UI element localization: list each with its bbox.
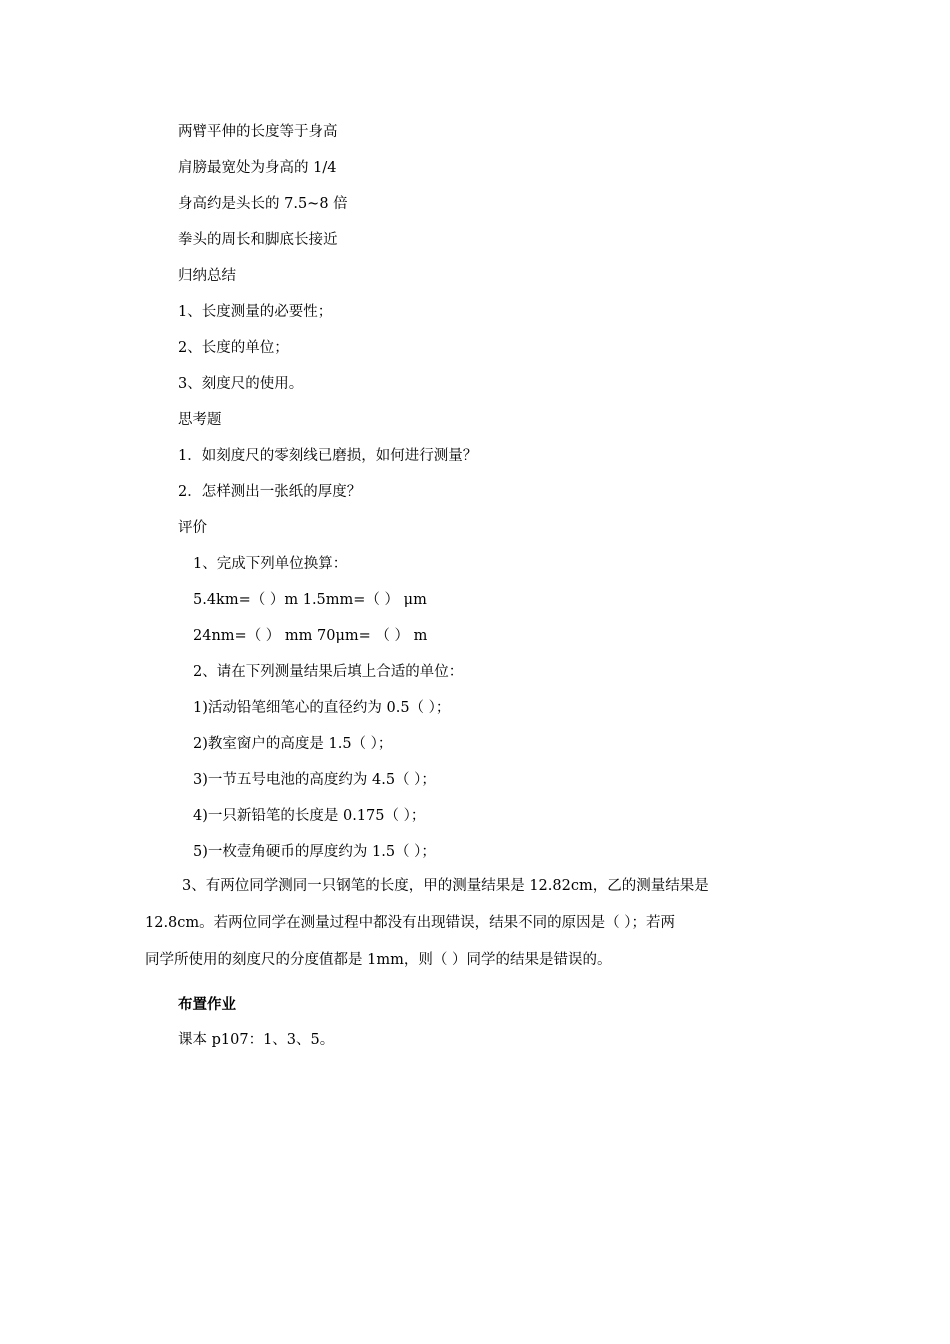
question-2-item: 2)教室窗户的高度是 1.5（ ）； (193, 736, 393, 752)
question-3-line: 12.8cm。若两位同学在测量过程中都没有出现错误，结果不同的原因是（ ）；若两 (145, 915, 676, 931)
summary-heading: 归纳总结 (178, 268, 236, 284)
question-2-item: 4)一只新铅笔的长度是 0.175（ ）； (193, 808, 426, 824)
thinking-heading: 思考题 (178, 412, 222, 428)
question-1-title: 1、完成下列单位换算： (193, 556, 348, 572)
question-2-title: 2、请在下列测量结果后填上合适的单位： (193, 664, 464, 680)
evaluation-heading: 评价 (178, 520, 207, 536)
question-1-row: 5.4km=（ ）m 1.5mm=（ ） μm (193, 592, 427, 608)
summary-item: 2、长度的单位； (178, 340, 289, 356)
question-2-item: 5)一枚壹角硬币的厚度约为 1.5（ ）； (193, 844, 436, 860)
body-fact: 肩膀最宽处为身高的 1/4 (178, 160, 337, 176)
question-3-paragraph (145, 876, 810, 987)
body-fact: 拳头的周长和脚底长接近 (178, 232, 338, 248)
question-3-line: 同学所使用的刻度尺的分度值都是 1mm，则（ ）同学的结果是错误的。 (145, 952, 612, 968)
question-2-item: 1)活动铅笔细笔心的直径约为 0.5（ ）； (193, 700, 451, 716)
homework-text: 课本 p107：1、3、5。 (178, 1032, 335, 1048)
question-2-item: 3)一节五号电池的高度约为 4.5（ ）； (193, 772, 436, 788)
body-fact: 两臂平伸的长度等于身高 (178, 124, 338, 140)
thinking-item: 1．如刻度尺的零刻线已磨损，如何进行测量？ (178, 448, 478, 464)
question-1-row: 24nm=（ ） mm 70μm= （ ） m (193, 628, 428, 644)
summary-item: 3、刻度尺的使用。 (178, 376, 304, 392)
question-3-line: 3、有两位同学测同一只钢笔的长度，甲的测量结果是 12.82cm，乙的测量结果是 (182, 878, 709, 894)
thinking-item: 2．怎样测出一张纸的厚度？ (178, 484, 362, 500)
body-fact: 身高约是头长的 7.5~8 倍 (178, 196, 348, 212)
homework-heading: 布置作业 (178, 997, 236, 1013)
summary-item: 1、长度测量的必要性； (178, 304, 333, 320)
